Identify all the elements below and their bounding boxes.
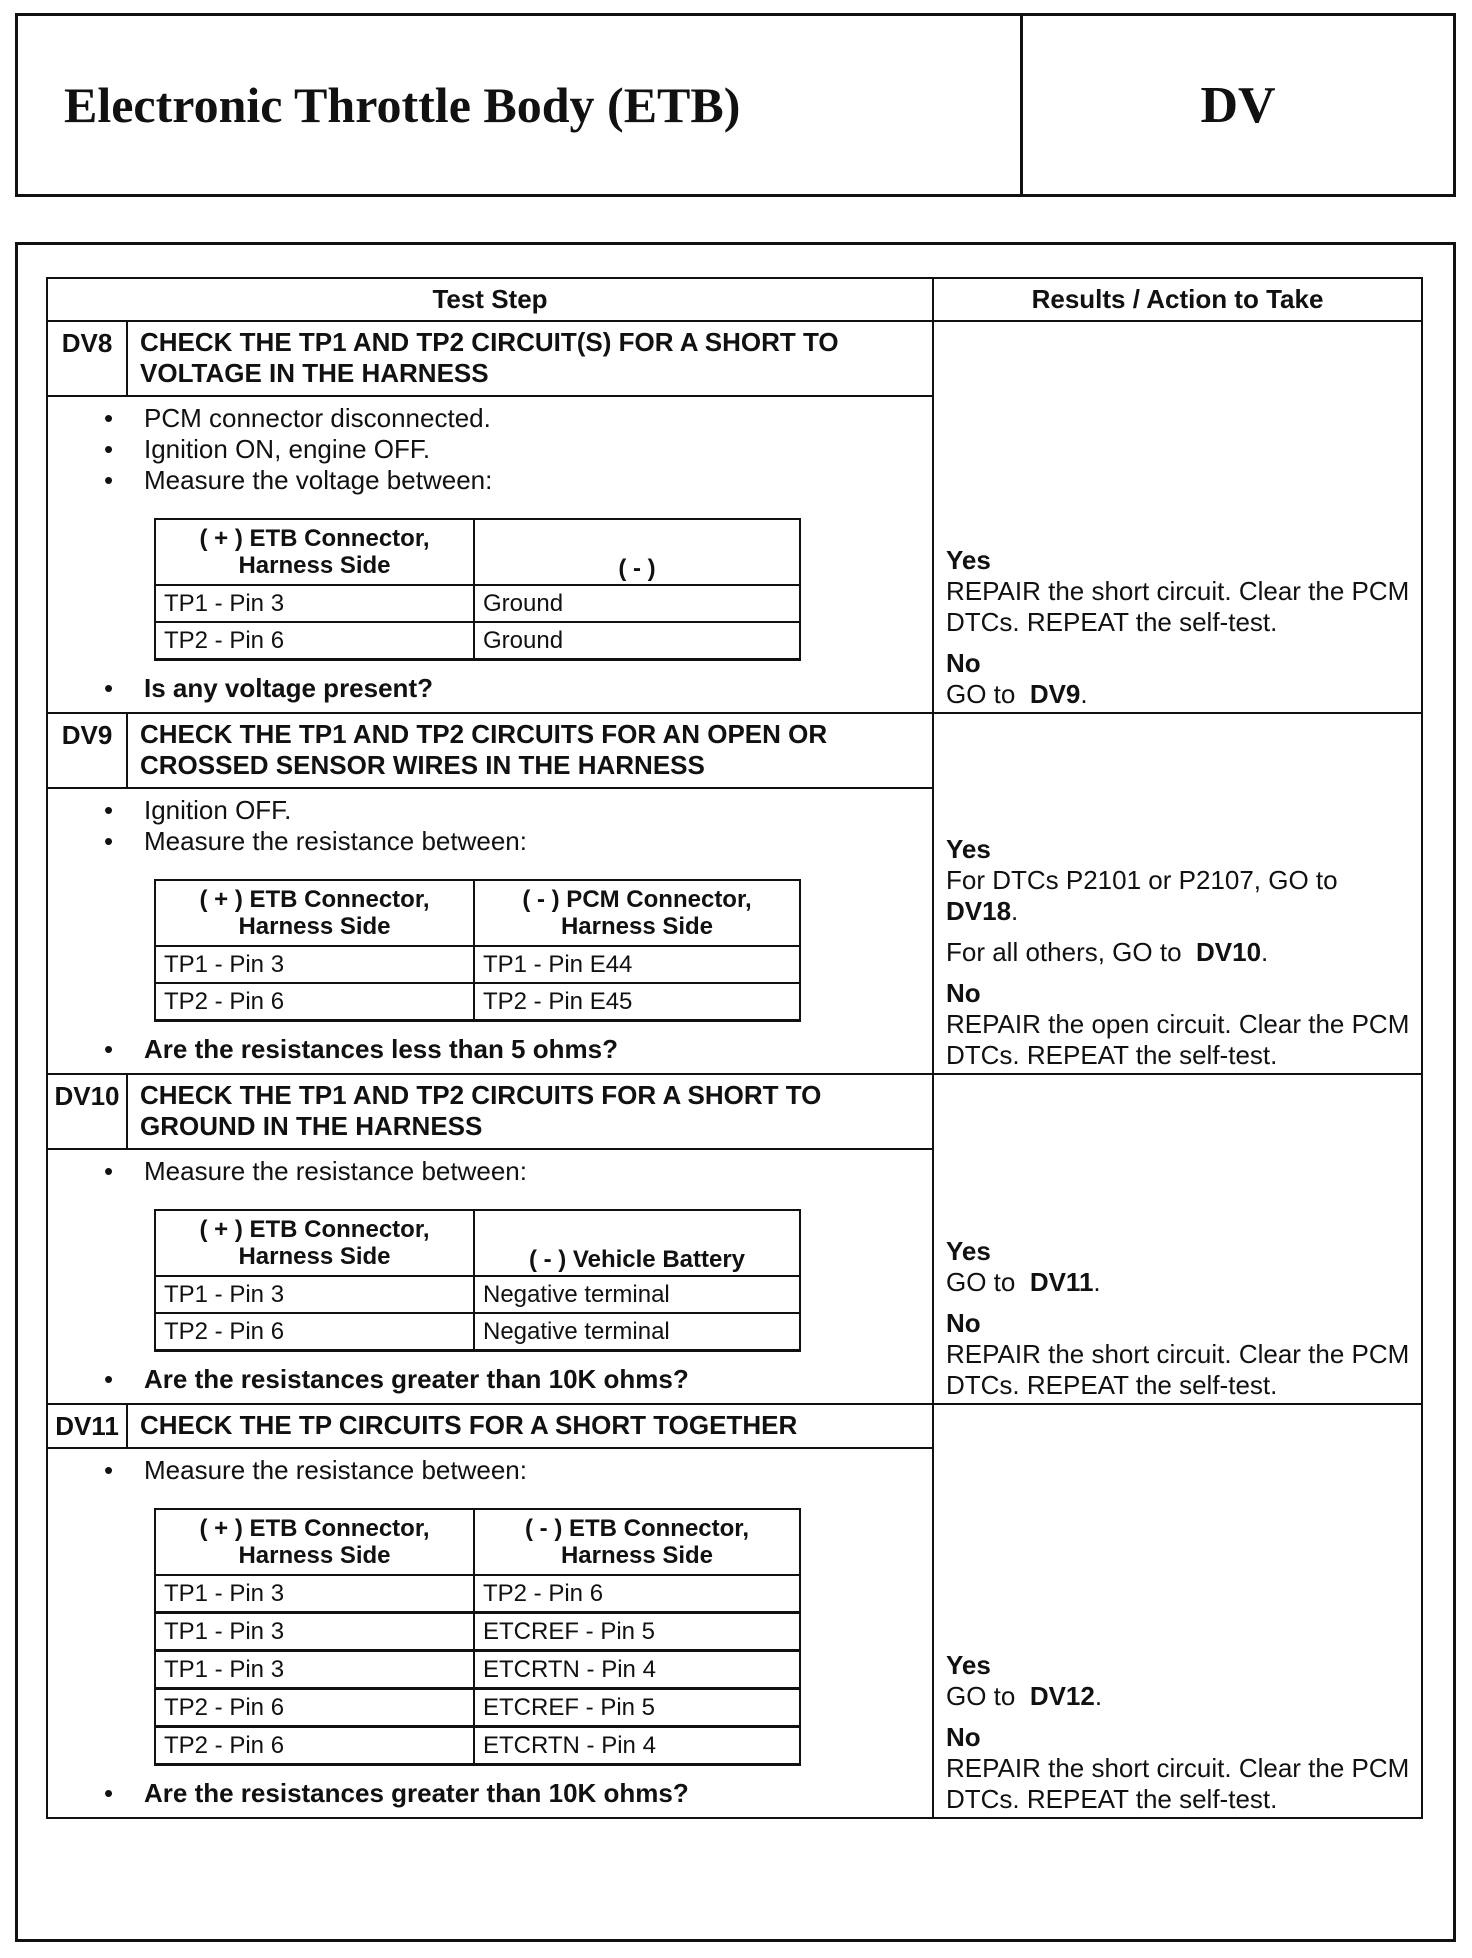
- measurement-cell: TP2 - Pin 6: [155, 1689, 474, 1727]
- measurement-cell: Ground: [474, 585, 800, 622]
- measurement-cell: ETCRTN - Pin 4: [474, 1651, 800, 1689]
- step-id: DV8: [47, 321, 127, 396]
- instruction-item: • Ignition OFF.: [144, 795, 932, 826]
- step-title-row: [47, 321, 1422, 396]
- step-results: [933, 1404, 1422, 1818]
- step-title: CHECK THE TP CIRCUITS FOR A SHORT TOGETHER: [127, 1404, 933, 1448]
- step-title-row: [47, 1404, 1422, 1448]
- instruction-item: • Ignition ON, engine OFF.: [144, 434, 932, 465]
- measurement-header: ( + ) ETB Connector, Harness Side: [155, 519, 474, 585]
- measurement-row: [155, 1313, 800, 1351]
- step-body: [47, 788, 933, 1074]
- instruction-item: • Measure the resistance between:: [144, 1156, 932, 1187]
- measurement-cell: ETCRTN - Pin 4: [474, 1727, 800, 1765]
- measurement-table: [154, 518, 801, 661]
- step-reference: DV12: [1029, 1681, 1095, 1711]
- step-body: [47, 1448, 933, 1818]
- instruction-list: [48, 1156, 932, 1187]
- measurement-cell: TP1 - Pin 3: [155, 1276, 474, 1313]
- measurement-cell: Negative terminal: [474, 1276, 800, 1313]
- measurement-row: [155, 946, 800, 983]
- step-title-row: [47, 713, 1422, 788]
- measurement-row: [155, 622, 800, 660]
- step-id: DV10: [47, 1074, 127, 1149]
- yes-label: Yes: [946, 1650, 991, 1680]
- step-question: • Are the resistances greater than 10K ohms?: [48, 1364, 932, 1395]
- measurement-row: [155, 1689, 800, 1727]
- table-header-row: [47, 278, 1422, 321]
- measurement-header: ( + ) ETB Connector, Harness Side: [155, 1210, 474, 1276]
- measurement-header: ( - ): [474, 519, 800, 585]
- measurement-row: [155, 983, 800, 1021]
- measurement-row: [155, 1276, 800, 1313]
- measurement-cell: TP1 - Pin 3: [155, 946, 474, 983]
- measurement-header: ( - ) Vehicle Battery: [474, 1210, 800, 1276]
- test-step-header: Test Step: [47, 278, 933, 321]
- no-label: No: [946, 978, 981, 1008]
- step-title: CHECK THE TP1 AND TP2 CIRCUIT(S) FOR A SHORT TO VOLTAGE IN THE HARNESS: [127, 321, 933, 396]
- yes-action: REPAIR the short circuit. Clear the PCM DTCs. REPEAT the self-test.: [946, 576, 1410, 637]
- step-title-row: [47, 1074, 1422, 1149]
- step-reference: DV10: [1195, 937, 1262, 967]
- measurement-table: [154, 1209, 801, 1352]
- instruction-item: • Measure the resistance between:: [144, 1455, 932, 1486]
- measurement-cell: Negative terminal: [474, 1313, 800, 1351]
- yes-action: For DTCs P2101 or P2107, GO to DV18.: [946, 865, 1338, 926]
- measurement-row: [155, 1727, 800, 1765]
- step-results: [933, 321, 1422, 713]
- instruction-item: • Measure the resistance between:: [144, 826, 932, 857]
- yes-action: GO to DV12.: [946, 1681, 1103, 1711]
- measurement-header: ( + ) ETB Connector, Harness Side: [155, 1509, 474, 1575]
- step-reference: DV11: [1029, 1267, 1094, 1297]
- instruction-item: • Measure the voltage between:: [144, 465, 932, 496]
- measurement-cell: TP1 - Pin E44: [474, 946, 800, 983]
- yes-label: Yes: [946, 545, 991, 575]
- page-header: [15, 13, 1456, 197]
- measurement-cell: TP2 - Pin E45: [474, 983, 800, 1021]
- no-action: REPAIR the short circuit. Clear the PCM DTCs. REPEAT the self-test.: [946, 1339, 1410, 1400]
- yes-action: GO to DV11.: [946, 1267, 1101, 1297]
- step-reference: DV18: [946, 896, 1012, 926]
- measurement-cell: TP2 - Pin 6: [155, 622, 474, 660]
- step-id: DV11: [47, 1404, 127, 1448]
- step-body: [47, 1149, 933, 1404]
- measurement-header: ( - ) ETB Connector, Harness Side: [474, 1509, 800, 1575]
- measurement-cell: TP1 - Pin 3: [155, 1613, 474, 1651]
- measurement-cell: TP1 - Pin 3: [155, 585, 474, 622]
- measurement-cell: TP1 - Pin 3: [155, 1575, 474, 1613]
- measurement-table: [154, 879, 801, 1022]
- measurement-cell: TP2 - Pin 6: [474, 1575, 800, 1613]
- instruction-list: [48, 403, 932, 496]
- yes-action-alt: For all others, GO to DV10.: [946, 937, 1269, 967]
- measurement-header: ( - ) PCM Connector, Harness Side: [474, 880, 800, 946]
- no-label: No: [946, 1308, 981, 1338]
- step-reference: DV9: [1029, 679, 1081, 709]
- test-step-table: [46, 277, 1423, 1819]
- measurement-cell: ETCREF - Pin 5: [474, 1689, 800, 1727]
- measurement-cell: ETCREF - Pin 5: [474, 1613, 800, 1651]
- measurement-row: [155, 1613, 800, 1651]
- instruction-list: [48, 795, 932, 857]
- step-results: [933, 713, 1422, 1074]
- measurement-row: [155, 1651, 800, 1689]
- step-question: • Is any voltage present?: [48, 673, 932, 704]
- page-title: Electronic Throttle Body (ETB): [18, 16, 1023, 194]
- measurement-header: ( + ) ETB Connector, Harness Side: [155, 880, 474, 946]
- measurement-cell: TP2 - Pin 6: [155, 1313, 474, 1351]
- step-title: CHECK THE TP1 AND TP2 CIRCUITS FOR A SHORT TO GROUND IN THE HARNESS: [127, 1074, 933, 1149]
- yes-label: Yes: [946, 1236, 991, 1266]
- measurement-cell: TP2 - Pin 6: [155, 983, 474, 1021]
- measurement-cell: Ground: [474, 622, 800, 660]
- section-code: DV: [1200, 76, 1276, 134]
- yes-label: Yes: [946, 834, 991, 864]
- no-action: REPAIR the open circuit. Clear the PCM DTCs. REPEAT the self-test.: [946, 1009, 1410, 1070]
- instruction-list: [48, 1455, 932, 1486]
- no-action: REPAIR the short circuit. Clear the PCM DTCs. REPEAT the self-test.: [946, 1753, 1410, 1814]
- step-title: CHECK THE TP1 AND TP2 CIRCUITS FOR AN OPEN OR CROSSED SENSOR WIRES IN THE HARNESS: [127, 713, 933, 788]
- measurement-cell: TP1 - Pin 3: [155, 1651, 474, 1689]
- step-question: • Are the resistances less than 5 ohms?: [48, 1034, 932, 1065]
- measurement-cell: TP2 - Pin 6: [155, 1727, 474, 1765]
- no-label: No: [946, 1722, 981, 1752]
- step-id: DV9: [47, 713, 127, 788]
- no-action: GO to DV9.: [946, 679, 1088, 709]
- measurement-row: [155, 1575, 800, 1613]
- instruction-item: • PCM connector disconnected.: [144, 403, 932, 434]
- step-body: [47, 396, 933, 713]
- no-label: No: [946, 648, 981, 678]
- measurement-row: [155, 585, 800, 622]
- results-header: Results / Action to Take: [933, 278, 1422, 321]
- step-results: [933, 1074, 1422, 1404]
- step-question: • Are the resistances greater than 10K ohms?: [48, 1778, 932, 1809]
- measurement-table: [154, 1508, 801, 1766]
